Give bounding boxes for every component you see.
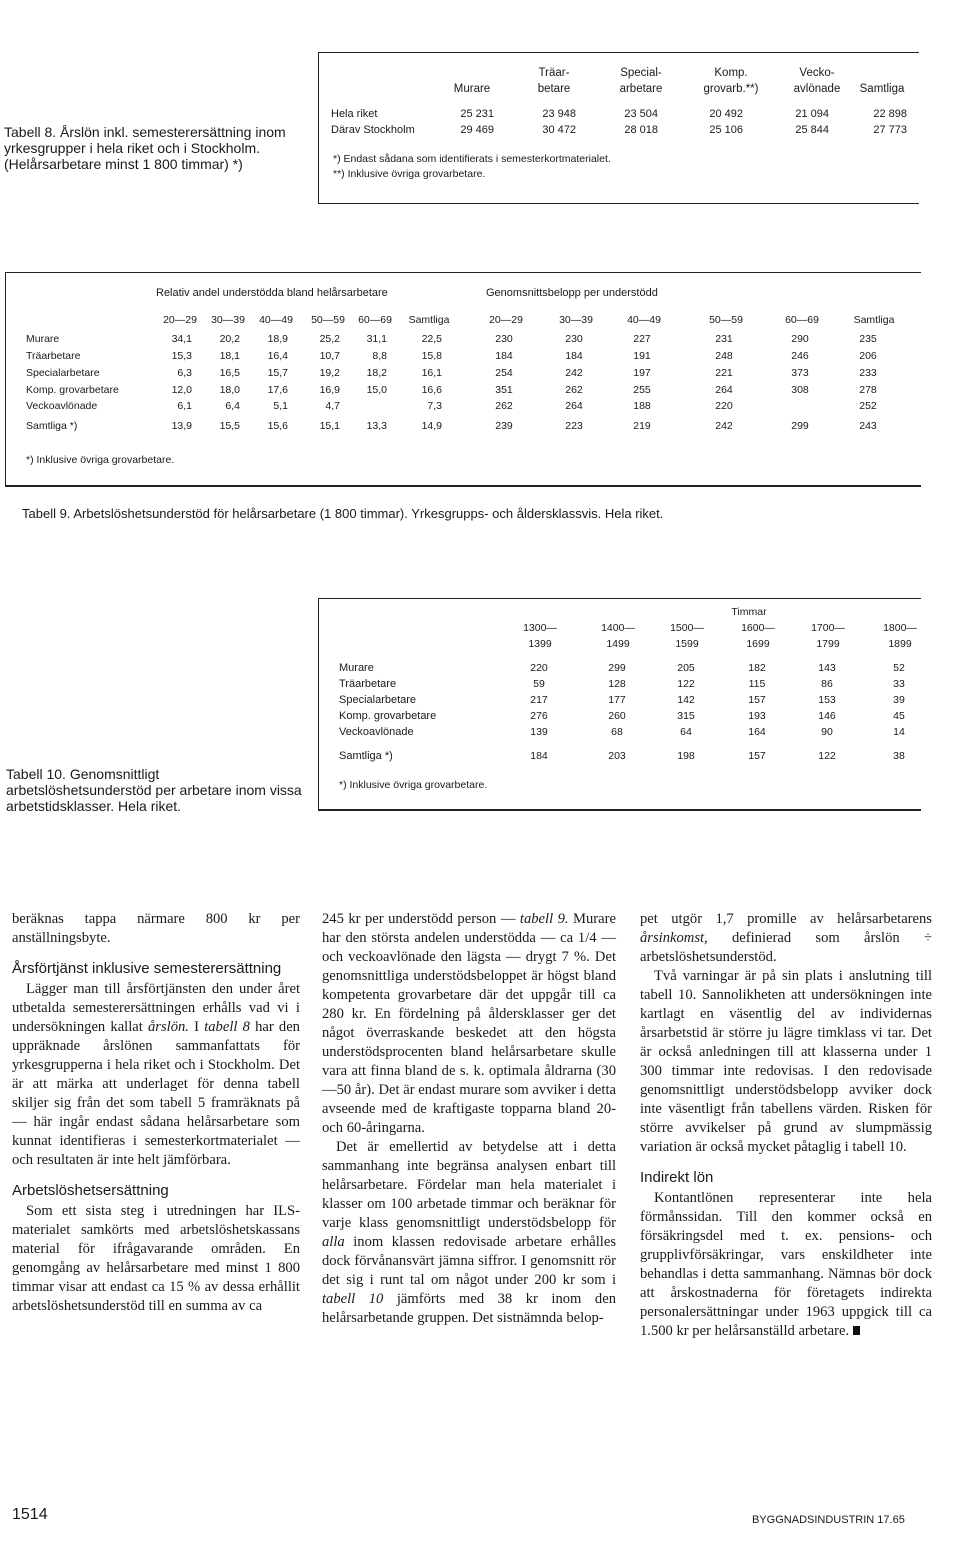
table10-cell: 193	[748, 710, 766, 722]
section-heading: Årsförtjänst inklusive semesterersättning	[12, 960, 282, 977]
table9-cell: 34,1	[171, 333, 192, 345]
table10-row-label: Specialarbetare	[339, 694, 417, 706]
table9-cell: 278	[859, 384, 877, 396]
table8	[318, 52, 919, 204]
table10-timmar-header: Timmar	[731, 606, 767, 618]
table10-cell: 64	[680, 726, 692, 738]
table10-cell: 115	[748, 678, 766, 690]
table10-cell: 220	[530, 662, 548, 674]
table9-cell: 248	[715, 350, 733, 362]
table8-header: Träar- betare	[537, 67, 571, 95]
table9-total-cell: 243	[859, 420, 877, 432]
table9-cell: 230	[495, 333, 513, 345]
article-column-2	[322, 910, 616, 1328]
table9-cell: 206	[859, 350, 877, 362]
paragraph: pet utgör 1,7 promille av helårsarbetarens årsinkomst, definierad som årslön ÷ arbetslöshetsunderstöd.	[640, 911, 932, 965]
paragraph: 245 kr per understödd person — tabell 9. Murare har den största andelen understödda — ca 1/4 — och veckoavlönade den lägsta — drygt 7 %. Det genomsnittliga understödsbeloppet är högst bland kompetenta grovarbetare där det uppgår till ca 280 kr. En fördelning på åldersklasser ger det något överraskande beskedet att den högsta understödsprocenten bland helårsarbetare skulle vara att finna bland de s. k. optimala åldrarna (30—50 år). Det är endast murare som avviker i detta avseende med de kraftigaste topparna bland 20- och 60-åringarna.	[322, 911, 616, 1136]
paragraph: Två varningar är på sin plats i anslutning till tabell 10. Sannolikheten att undersökningen inte kartlagt en väsentlig del av individernas årsarbetstid är större ju lägre timklass vi tar. Det är också anledningen till att klasserna under 1 300 timmar inte redovisas. I den redovisade genomsnittligt understödsbelopp avviker dock inte väsentligt från tabellens värden. Risken för större avvikelser på grund av slumpmässig variation är också mycket påtaglig i tabell 10.	[640, 968, 932, 1155]
table9-row-label: Specialarbetare	[26, 367, 100, 379]
table9-cell: 8,8	[372, 350, 387, 362]
table8-header: Vecko- avlönade	[793, 67, 841, 95]
table9-cell: 5,1	[273, 400, 288, 412]
table9-cell: 220	[715, 400, 733, 412]
table10-total-cell: 203	[608, 750, 626, 762]
table9-cell: 191	[633, 350, 651, 362]
table9-col-header: 60—69	[358, 314, 392, 326]
article-column-3	[640, 910, 932, 1341]
table9-cell: 15,7	[267, 367, 288, 379]
table10-col-header: 1399	[528, 638, 552, 650]
table8-header: Murare	[453, 83, 491, 95]
table9-total-cell: 15,6	[267, 420, 288, 432]
table10-total-cell: 38	[893, 750, 905, 762]
table9-cell: 252	[859, 400, 877, 412]
table10-cell: 59	[533, 678, 545, 690]
table9-cell: 4,7	[325, 400, 340, 412]
table8-caption: Tabell 8. Årslön inkl. semesterersättning inom yrkesgrupper i hela riket och i Stockholm. (Helårsarbetare minst 1 800 timmar) *)	[4, 124, 286, 172]
table9-cell: 16,4	[267, 350, 288, 362]
table9-cell: 16,6	[421, 384, 442, 396]
table10-cell: 52	[893, 662, 905, 674]
end-mark-icon	[853, 1326, 860, 1335]
table10-row-label: Komp. grovarbetare	[339, 710, 437, 722]
table9-row-label: Murare	[26, 333, 60, 345]
section-heading: Indirekt lön	[640, 1169, 714, 1186]
table8-header: Special- arbetare	[619, 67, 663, 95]
table9-cell: 188	[633, 400, 651, 412]
table10-cell: 14	[893, 726, 905, 738]
table8-cell: 25 844	[795, 124, 829, 136]
table9-row-label: Träarbetare	[26, 350, 81, 362]
table9-col-header: 50—59	[311, 314, 345, 326]
table9-caption: Tabell 9. Arbetslöshetsunderstöd för helårsarbetare (1 800 timmar). Yrkesgrupps- och åldersklassvis. Hela riket.	[22, 506, 664, 521]
table9-cell: 6,1	[177, 400, 192, 412]
table10-total-cell: 157	[748, 750, 766, 762]
table8-cell: 28 018	[624, 124, 658, 136]
table10-cell: 205	[677, 662, 695, 674]
table9-cell: 18,1	[219, 350, 240, 362]
table10-col-header: 1400—	[601, 622, 635, 634]
table8-row-label: Hela riket	[331, 108, 378, 120]
table9-col-header: 30—39	[559, 314, 593, 326]
table10-col-header: 1700—	[811, 622, 845, 634]
table9-cell: 10,7	[319, 350, 340, 362]
table10-cell: 68	[611, 726, 623, 738]
table9-cell: 16,1	[421, 367, 442, 379]
table8-cell: 27 773	[873, 124, 907, 136]
table9-total-cell: 299	[791, 420, 809, 432]
table10-row-label: Veckoavlönade	[339, 726, 414, 738]
table10-col-header: 1500—	[670, 622, 704, 634]
table9-cell: 308	[791, 384, 809, 396]
table9-col-header: Samtliga	[853, 314, 895, 326]
table9-col-header: 40—49	[259, 314, 293, 326]
table8-cell: 23 948	[542, 108, 576, 120]
table10-row-label: Murare	[339, 662, 374, 674]
table9-cell: 264	[565, 400, 583, 412]
table10-col-header: 1799	[816, 638, 840, 650]
table10-col-header: 1699	[746, 638, 770, 650]
paragraph: Som ett sista steg i utredningen har ILS-materialet samkörts med arbetslöshetskassans material för ifrågavarande områden. En genomgång av helårsarbetare med minst 1 800 timmar visar att endast ca 15 % av dessa erhållit arbetslöshetsunderstöd till en summa av ca	[12, 1203, 300, 1314]
table9-total-cell: 223	[565, 420, 583, 432]
table8-note: *) Endast sådana som identifierats i semesterkortmaterialet.	[333, 153, 611, 165]
table10-cell: 182	[748, 662, 766, 674]
table9-total-cell: 13,3	[366, 420, 387, 432]
table9-cell: 351	[495, 384, 513, 396]
table8-row-label: Därav Stockholm	[331, 124, 415, 136]
table8-header: Komp. grovarb.**)	[703, 67, 759, 95]
table8-cell: 20 492	[709, 108, 743, 120]
table10-cell: 128	[608, 678, 626, 690]
table9-row-label: Komp. grovarbetare	[26, 384, 119, 396]
table8-cell: 21 094	[795, 108, 829, 120]
table10-total-cell: 184	[530, 750, 548, 762]
table9-total-cell: 13,9	[171, 420, 192, 432]
table9-cell: 18,2	[366, 367, 387, 379]
table9-total-cell: 239	[495, 420, 513, 432]
table9-cell: 15,8	[421, 350, 442, 362]
table10-cell: 299	[608, 662, 626, 674]
table9-cell: 16,9	[319, 384, 340, 396]
table8-cell: 23 504	[624, 108, 658, 120]
table10-cell: 45	[893, 710, 905, 722]
table9-total-cell: 15,5	[219, 420, 240, 432]
table9-cell: 221	[715, 367, 733, 379]
table9-cell: 262	[565, 384, 583, 396]
table10-cell: 217	[530, 694, 548, 706]
table9-cell: 262	[495, 400, 513, 412]
table9-cell: 254	[495, 367, 513, 379]
table9-row-label: Veckoavlönade	[26, 400, 98, 412]
table10-col-header: 1800—	[883, 622, 917, 634]
table10-total-cell: 198	[677, 750, 695, 762]
table9-cell: 16,5	[219, 367, 240, 379]
paragraph: Det är emellertid av betydelse att i detta sammanhang inte begränsa analysen enbart till helårsarbetare. Fördelar man hela materialet i klasser om 100 arbetade timmar och beräknar för varje klass genomsnittligt understödsbelopp för alla inom klassen redovisade arbetare erhålles dock förvånansvärt jämna siffror. I genomsnitt rör det sig i runt tal om något under 200 kr som i tabell 10 jämförts med 38 kr inom den helårsarbetande gruppen. Det sistnämnda belop-	[322, 1139, 616, 1326]
table10-col-header: 1499	[606, 638, 630, 650]
table9-total-cell: 219	[633, 420, 651, 432]
paragraph: Lägger man till årsförtjänsten den under året utbetalda semesterersättningen erhålls vad vi i undersökningen kallat årslön. I tabell 8 har den uppräknade årslönen sammanfattats för yrkesgrupperna i hela riket och i Stockholm. Det är att märka att underlaget för denna tabell skiljer sig från det som tabell 5 framräknats på — här ingår endast sådana helårsarbetare som kunnat identifieras i semesterkortmaterialet — och resultaten är inte helt jämförbara.	[12, 981, 300, 1168]
table10	[318, 598, 921, 811]
table9-cell: 22,5	[421, 333, 442, 345]
table9-cell: 373	[791, 367, 809, 379]
table8-header: Samtliga	[859, 83, 905, 95]
table9-total-cell: 15,1	[319, 420, 340, 432]
table10-col-header: 1599	[675, 638, 699, 650]
table9-col-header: 60—69	[785, 314, 819, 326]
table8-cell: 29 469	[460, 124, 494, 136]
table10-cell: 122	[677, 678, 695, 690]
table10-cell: 157	[748, 694, 766, 706]
table8-cell: 30 472	[542, 124, 576, 136]
table9-cell: 246	[791, 350, 809, 362]
table10-cell: 90	[821, 726, 833, 738]
table10-cell: 164	[748, 726, 766, 738]
table10-cell: 260	[608, 710, 626, 722]
table10-col-header: 1899	[888, 638, 912, 650]
table9-cell: 18,0	[219, 384, 240, 396]
table10-cell: 142	[677, 694, 695, 706]
table9-cell: 255	[633, 384, 651, 396]
table9-cell: 19,2	[319, 367, 340, 379]
table9-col-header: Samtliga	[408, 314, 450, 326]
table9-cell: 184	[495, 350, 513, 362]
table10-col-header: 1600—	[741, 622, 775, 634]
table9-cell: 20,2	[219, 333, 240, 345]
table10-total-label: Samtliga *)	[339, 750, 393, 762]
table10-cell: 177	[608, 694, 626, 706]
paragraph: beräknas tappa närmare 800 kr per anställningsbyte.	[12, 911, 300, 946]
table9-cell: 184	[565, 350, 583, 362]
table9-cell: 25,2	[319, 333, 340, 345]
table10-total-cell: 122	[818, 750, 836, 762]
table10-cell: 86	[821, 678, 833, 690]
table9-cell: 15,0	[366, 384, 387, 396]
table9-cell: 18,9	[267, 333, 288, 345]
article-column-1	[12, 910, 300, 1316]
page-number: 1514	[12, 1506, 48, 1523]
table9-total-label: Samtliga *)	[26, 420, 78, 432]
table10-cell: 153	[818, 694, 836, 706]
table8-cell: 25 231	[460, 108, 494, 120]
table9-cell: 227	[633, 333, 651, 345]
table9-group-header: Relativ andel understödda bland helårsarbetare	[156, 287, 388, 299]
table10-col-header: 1300—	[523, 622, 557, 634]
table9-cell: 197	[633, 367, 651, 379]
section-heading: Arbetslöshetsersättning	[12, 1182, 169, 1199]
table9-cell: 233	[859, 367, 877, 379]
table9-cell: 290	[791, 333, 809, 345]
table10-cell: 276	[530, 710, 548, 722]
table10-cell: 39	[893, 694, 905, 706]
table9-group-header: Genomsnittsbelopp per understödd	[486, 287, 658, 299]
table9-cell: 264	[715, 384, 733, 396]
table9-col-header: 20—29	[163, 314, 197, 326]
table10-row-label: Träarbetare	[339, 678, 397, 690]
table10-cell: 143	[818, 662, 836, 674]
table10-cell: 146	[818, 710, 836, 722]
table9-cell: 231	[715, 333, 733, 345]
table10-cell: 33	[893, 678, 905, 690]
table10-note: *) Inklusive övriga grovarbetare.	[339, 779, 488, 791]
table10-cell: 315	[677, 710, 695, 722]
table9-col-header: 30—39	[211, 314, 245, 326]
table9-cell: 31,1	[366, 333, 387, 345]
table9-col-header: 40—49	[627, 314, 661, 326]
table8-cell: 25 106	[709, 124, 743, 136]
paragraph: Kontantlönen representerar inte hela förmånssidan. Till den kommer också en försäkringsdel med t. ex. pensions- och grupplivförsäkringar, vars enskildheter inte behandlas i detta sammanhang. Nämnas bör dock att årskostnaderna för företagets indirekta personalersättningar under 1963 uppgick till ca 1.500 kr per helårsanställd arbetare.	[640, 1190, 932, 1339]
table9-cell: 7,3	[427, 400, 442, 412]
table9-note: *) Inklusive övriga grovarbetare.	[26, 454, 175, 466]
table10-caption: Tabell 10. Genomsnittligt arbetslöshetsunderstöd per arbetare inom vissa arbetstidsklasser. Hela riket.	[6, 766, 302, 814]
table8-note: **) Inklusive övriga grovarbetare.	[333, 168, 486, 180]
table9-col-header: 50—59	[709, 314, 743, 326]
table9-total-cell: 242	[715, 420, 733, 432]
table9-cell: 12,0	[171, 384, 192, 396]
table9-cell: 230	[565, 333, 583, 345]
table9-cell: 6,4	[225, 400, 240, 412]
table9-cell: 242	[565, 367, 583, 379]
table9-cell: 235	[859, 333, 877, 345]
table9-cell: 17,6	[267, 384, 288, 396]
table9	[5, 272, 921, 487]
table8-cell: 22 898	[873, 108, 907, 120]
table9-total-cell: 14,9	[421, 420, 442, 432]
table9-cell: 6,3	[177, 367, 192, 379]
magazine-name: BYGGNADSINDUSTRIN 17.65	[752, 1514, 905, 1526]
table9-cell: 15,3	[171, 350, 192, 362]
table9-col-header: 20—29	[489, 314, 523, 326]
table10-cell: 139	[530, 726, 548, 738]
